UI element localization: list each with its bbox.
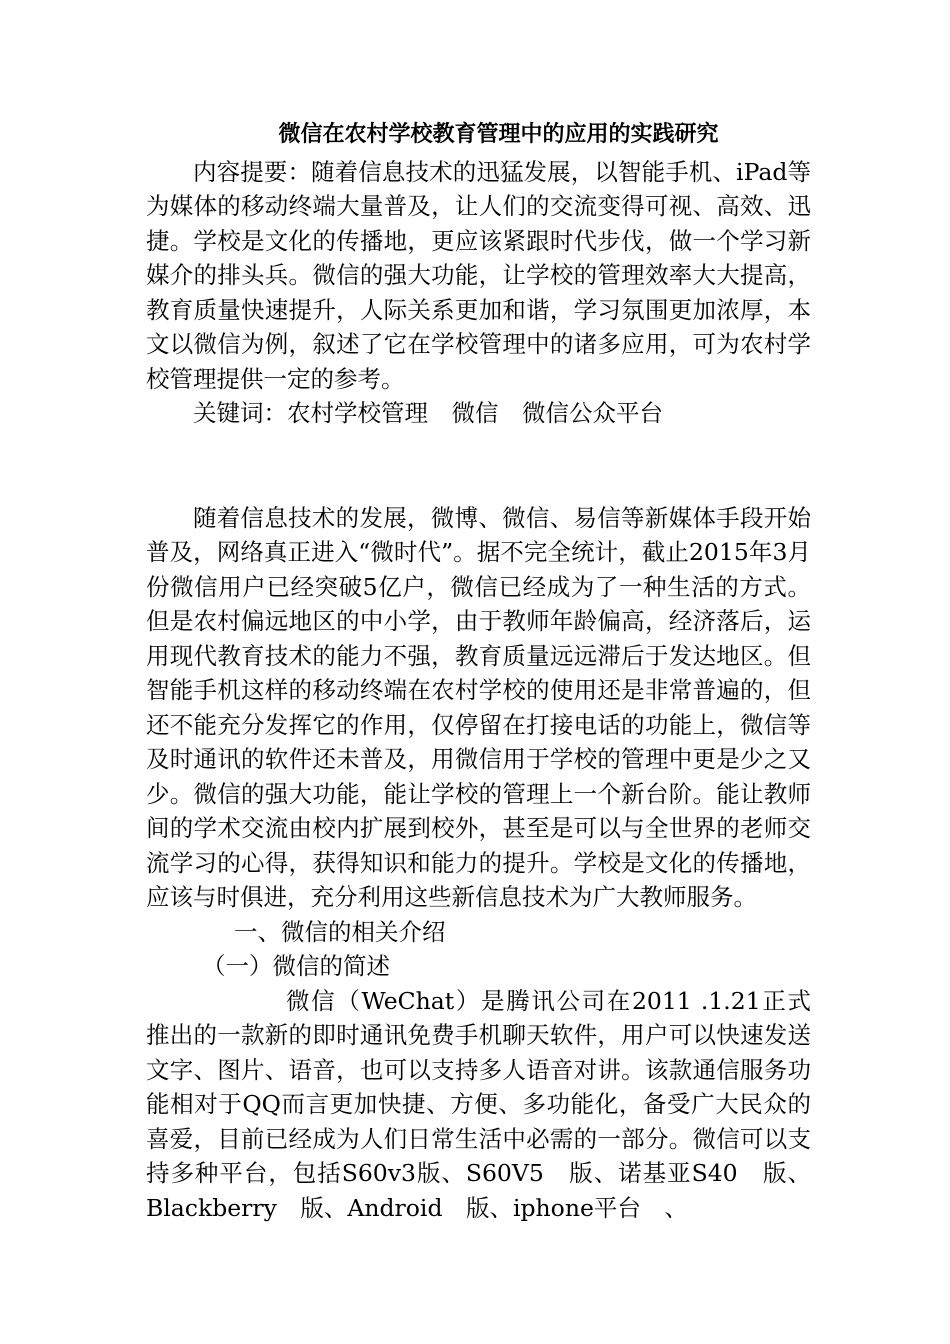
document-page bbox=[146, 118, 811, 1225]
blank-gap bbox=[146, 431, 811, 501]
keywords-line: 关键词：农村学校管理 微信 微信公众平台 bbox=[193, 399, 663, 427]
document-title: 微信在农村学校教育管理中的应用的实践研究 bbox=[278, 122, 719, 147]
abstract-paragraph: 内容提要：随着信息技术的迅猛发展，以智能手机、iPad等为媒体的移动终端大量普及，让人们的交流变得可视、高效、迅捷。学校是文化的传播地，更应该紧跟时代步伐，做一个学习新媒介的排头兵。微信的强大功能，让学校的管理效率大大提高，教育质量快速提升，人际关系更加和谐，学习氛围更加浓厚，本文以微信为例，叙述了它在学校管理中的诸多应用，可为农村学校管理提供一定的参考。 bbox=[146, 157, 811, 393]
subsection-heading: （一）微信的简述 bbox=[202, 952, 390, 980]
section-heading: 一、微信的相关介绍 bbox=[234, 917, 446, 946]
body-paragraph: 随着信息技术的发展，微博、微信、易信等新媒体手段开始普及，网络真正进入“微时代”。据不完全统计，截止2015年3月份微信用户已经突破5亿户，微信已经成为了一种生活的方式。但是农村偏远地区的中小学，由于教师年龄偏高，经济落后，运用现代教育技术的能力不强，教育质量远远滞后于发达地区。但智能手机这样的移动终端在农村学校的使用还是非常普遍的，但还不能充分发挥它的作用，仅停留在打接电话的功能上，微信等及时通讯的软件还未普及，用微信用于学校的管理中更是少之又少。微信的强大功能，能让学校的管理上一个新台阶。能让教师间的学术交流由校内扩展到校外，甚至是可以与全世界的老师交流学习的心得，获得知识和能力的提升。学校是文化的传播地，应该与时俱进，充分利用这些新信息技术为广大教师服务。 bbox=[146, 503, 811, 911]
subsection-paragraph: 微信（WeChat）是腾讯公司在2011 .1.21正式推出的一款新的即时通讯免费手机聊天软件，用户可以快速发送文字、图片、语音，也可以支持多人语音对讲。该款通信服务功能相对于QQ而言更加快捷、方便、多功能化，备受广大民众的喜爱，目前已经成为人们日常生活中必需的一部分。微信可以支持多种平台，包括S60v3版、S60V5 版、诺基亚S40 版、Blackberry 版、Android 版、iphone平台 、 bbox=[146, 986, 811, 1222]
